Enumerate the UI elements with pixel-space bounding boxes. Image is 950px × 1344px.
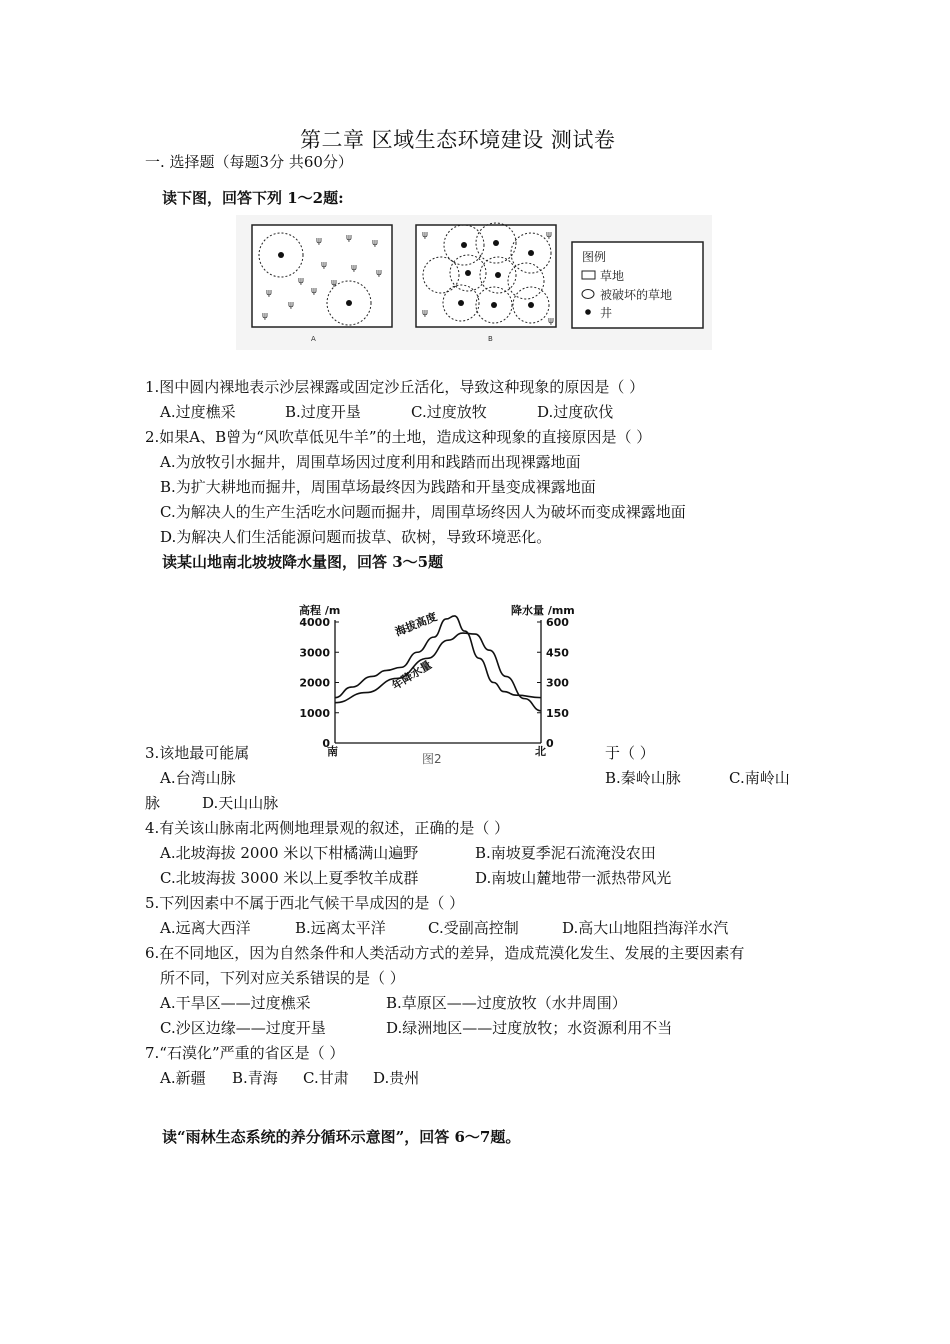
series-elevation-line bbox=[335, 616, 541, 698]
y-left-tick-label: 0 bbox=[322, 737, 330, 750]
section-heading: 一. 选择题（每题3分 共60分） bbox=[145, 153, 353, 171]
svg-text:ψ: ψ bbox=[321, 260, 327, 270]
q5-option-c: C.受副高控制 bbox=[428, 919, 519, 937]
svg-text:ψ: ψ bbox=[372, 238, 378, 248]
y-left-tick-label: 1000 bbox=[299, 706, 330, 720]
svg-text:ψ: ψ bbox=[546, 230, 552, 240]
series-precipitation-label: 年降水量 bbox=[389, 658, 434, 693]
y-left-tick-label: 2000 bbox=[299, 676, 330, 690]
legend-damaged-grass: 被破坏的草地 bbox=[600, 288, 673, 302]
series-precipitation-line bbox=[335, 633, 541, 711]
q4-option-d: D.南坡山麓地带一派热带风光 bbox=[475, 869, 672, 887]
question-3-stem-start: 3.该地最可能属 bbox=[145, 744, 250, 762]
svg-text:ψ: ψ bbox=[346, 233, 352, 243]
grassland-figure bbox=[236, 215, 712, 350]
q6-option-b: B.草原区——过度放牧（水井周围） bbox=[386, 994, 627, 1012]
svg-text:ψ: ψ bbox=[288, 300, 294, 310]
svg-text:ψ: ψ bbox=[422, 230, 428, 240]
legend-well: 井 bbox=[600, 306, 613, 320]
svg-text:ψ: ψ bbox=[376, 268, 382, 278]
question-5-stem: 5.下列因素中不属于西北气候干旱成因的是（ ） bbox=[145, 894, 465, 912]
question-1-stem: 1.图中圆内裸地表示沙层裸露或固定沙丘活化，导致这种现象的原因是（ ） bbox=[145, 378, 645, 396]
svg-text:ψ: ψ bbox=[311, 286, 317, 296]
svg-text:ψ: ψ bbox=[298, 276, 304, 286]
q1-option-c: C.过度放牧 bbox=[411, 403, 487, 421]
y-right-label: 降水量 /mm bbox=[511, 604, 575, 617]
question-4-stem: 4.有关该山脉南北两侧地理景观的叙述，正确的是（ ） bbox=[145, 819, 510, 837]
y-left-label: 高程 /m bbox=[299, 604, 341, 617]
svg-text:ψ: ψ bbox=[262, 311, 268, 321]
y-right-tick-label: 450 bbox=[546, 646, 569, 660]
chart-caption: 图2 bbox=[422, 752, 442, 766]
q4-option-b: B.南坡夏季泥石流淹没农田 bbox=[475, 844, 656, 862]
q3-option-a: A.台湾山脉 bbox=[160, 769, 236, 787]
q7-option-b: B.青海 bbox=[232, 1069, 278, 1087]
svg-text:ψ: ψ bbox=[316, 236, 322, 246]
svg-text:ψ: ψ bbox=[266, 288, 272, 298]
y-left-tick-label: 3000 bbox=[299, 646, 330, 660]
q7-option-c: C.甘肃 bbox=[303, 1069, 349, 1087]
q1-option-a: A.过度樵采 bbox=[160, 403, 236, 421]
x-label-south: 南 bbox=[327, 745, 338, 758]
q4-option-a: A.北坡海拔 2000 米以下柑橘满山遍野 bbox=[160, 844, 419, 862]
y-right-tick-label: 150 bbox=[546, 706, 569, 720]
q6-option-c: C.沙区边缘——过度开垦 bbox=[160, 1019, 326, 1037]
series-elevation-label: 海拔高度 bbox=[393, 610, 439, 639]
q5-option-b: B.远离太平洋 bbox=[295, 919, 386, 937]
q1-option-b: B.过度开垦 bbox=[285, 403, 361, 421]
q6-option-d: D.绿洲地区——过度放牧；水资源利用不当 bbox=[386, 1019, 673, 1037]
y-right-tick-label: 0 bbox=[546, 737, 554, 750]
q3-option-b: B.秦岭山脉 bbox=[605, 769, 681, 787]
question-6-stem-cont: 所不同，下列对应关系错误的是（ ） bbox=[160, 969, 405, 987]
svg-text:ψ: ψ bbox=[422, 308, 428, 318]
q3-option-c: C.南岭山 bbox=[729, 769, 790, 787]
q2-option-a: A.为放牧引水掘井，周围草场因过度利用和践踏而出现裸露地面 bbox=[160, 453, 581, 471]
q5-option-a: A.远离大西洋 bbox=[160, 919, 251, 937]
question-intro: 读下图，回答下列 1～2题: bbox=[162, 189, 344, 207]
panel-a bbox=[252, 225, 392, 327]
q2-option-b: B.为扩大耕地而掘井，周围草场最终因为践踏和开垦变成裸露地面 bbox=[160, 478, 596, 496]
svg-text:ψ: ψ bbox=[548, 316, 554, 326]
q7-option-d: D.贵州 bbox=[373, 1069, 420, 1087]
label-b: B bbox=[488, 335, 493, 343]
y-right-tick-label: 300 bbox=[546, 676, 569, 690]
q6-option-a: A.干旱区——过度樵采 bbox=[160, 994, 311, 1012]
question-6-stem: 6.在不同地区，因为自然条件和人类活动方式的差异，造成荒漠化发生、发展的主要因素有 bbox=[145, 944, 745, 962]
q2-option-c: C.为解决人的生产生活吃水问题而掘井，周围草场终因人为破坏而变成裸露地面 bbox=[160, 503, 686, 521]
legend-title: 图例 bbox=[582, 250, 607, 264]
question-2-stem: 2.如果A、B曾为“风吹草低见牛羊”的土地，造成这种现象的直接原因是（ ） bbox=[145, 428, 652, 446]
x-label-north: 北 bbox=[535, 745, 546, 758]
panel-b bbox=[416, 225, 556, 327]
precipitation-chart bbox=[295, 598, 585, 770]
page-title: 第二章 区域生态环境建设 测试卷 bbox=[300, 128, 616, 152]
q7-option-a: A.新疆 bbox=[160, 1069, 206, 1087]
q4-option-c: C.北坡海拔 3000 米以上夏季牧羊成群 bbox=[160, 869, 419, 887]
y-left-tick-label: 4000 bbox=[299, 616, 330, 629]
label-a: A bbox=[311, 335, 316, 343]
q5-option-d: D.高大山地阻挡海洋水汽 bbox=[562, 919, 729, 937]
q3-option-d: D.天山山脉 bbox=[202, 794, 279, 812]
legend-grass: 草地 bbox=[600, 269, 625, 283]
svg-text:ψ: ψ bbox=[331, 278, 337, 288]
q2-option-d: D.为解决人们生活能源问题而拔草、砍树，导致环境恶化。 bbox=[160, 528, 552, 546]
question-intro: 读某山地南北坡坡降水量图，回答 3～5题 bbox=[162, 553, 444, 571]
q3-option-c-cont: 脉 bbox=[145, 794, 161, 812]
question-3-stem-end: 于（ ） bbox=[605, 744, 655, 762]
y-right-tick-label: 600 bbox=[546, 616, 569, 629]
svg-text:ψ: ψ bbox=[351, 263, 357, 273]
question-7-stem: 7.“石漠化”严重的省区是（ ） bbox=[145, 1044, 345, 1062]
q1-option-d: D.过度砍伐 bbox=[537, 403, 614, 421]
question-intro: 读“雨林生态系统的养分循环示意图”，回答 6～7题。 bbox=[162, 1128, 521, 1146]
